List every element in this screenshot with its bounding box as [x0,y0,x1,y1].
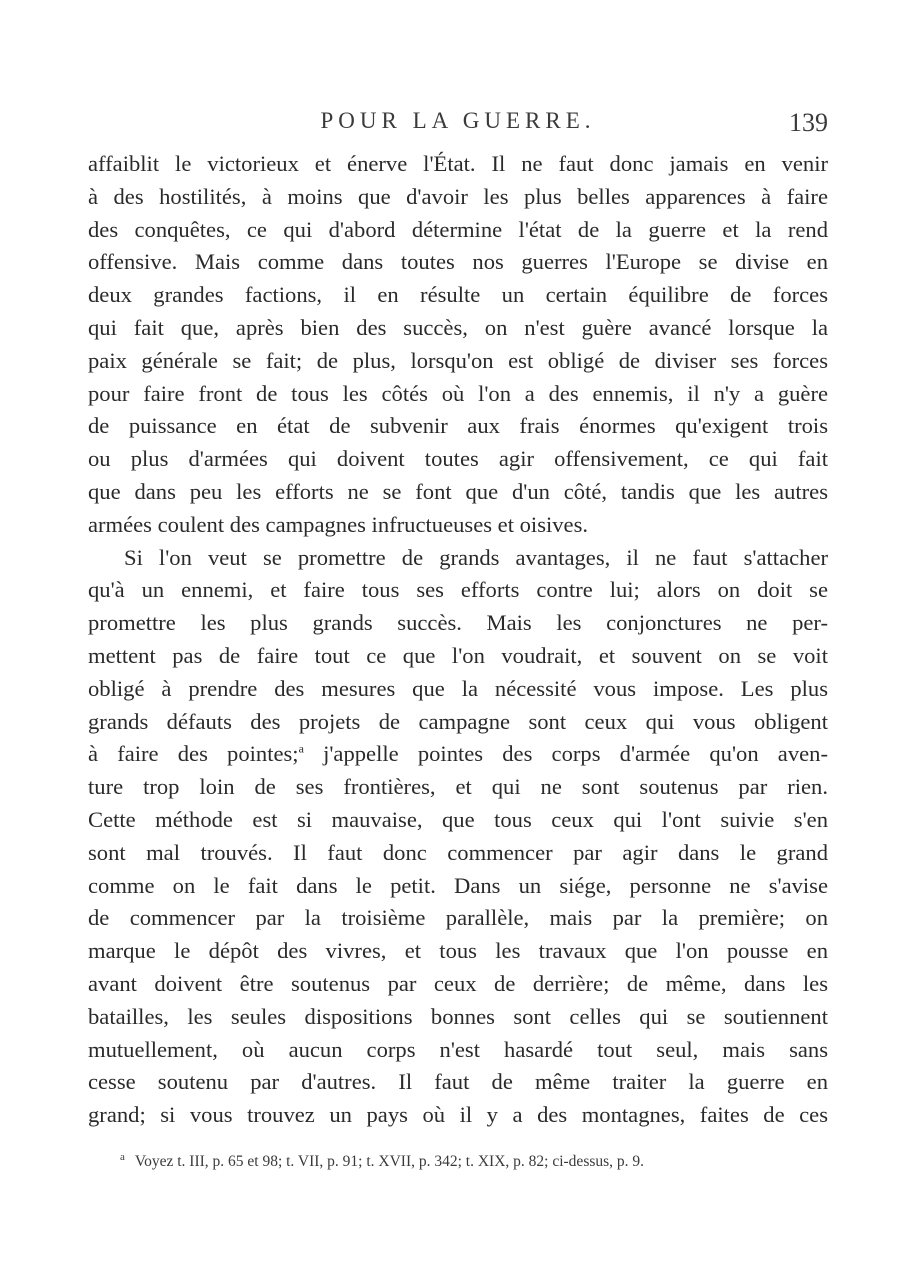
running-title: POUR LA GUERRE. [320,108,596,133]
text-line: mettent pas de faire tout ce que l'on voudrait, et souvent on se voit [88,642,828,668]
text-line: pour faire front de tous les côtés où l'on a des ennemis, il n'y a guère [88,380,828,406]
running-head [88,104,828,144]
text-line: affaiblit le victorieux et énerve l'État. Il ne faut donc jamais en venir [88,151,828,176]
text-line: promettre les plus grands succès. Mais les conjonctures ne per- [88,610,828,636]
text-line: Cette méthode est si mauvaise, que tous ceux qui l'ont suivie s'en [88,806,828,832]
text-line: deux grandes factions, il en résulte un certain équilibre de forces [88,282,828,308]
footnote-label: a [120,1151,125,1163]
footnote-reference: a [298,741,304,756]
text-segment: j'appelle pointes des corps d'armée qu'on aven- [323,741,828,767]
text-line: qui fait que, après bien des succès, on n'est guère avancé lorsque la [88,314,828,340]
text-line: à des hostilités, à moins que d'avoir les plus belles apparences à faire [88,183,828,209]
text-segment: à faire des pointes; [88,741,299,767]
text-line: sont mal trouvés. Il faut donc commencer par agir dans le grand [88,839,828,865]
text-line: mutuellement, où aucun corps n'est hasardé tout seul, mais sans [88,1036,828,1062]
text-line: grand; si vous trouvez un pays où il y a des montagnes, faites de ces [88,1102,828,1128]
text-line: grands défauts des projets de campagne sont ceux qui vous obligent [88,708,828,734]
text-line: paix générale se fait; de plus, lorsqu'on est obligé de diviser ses forces [88,347,828,373]
text-line: qu'à un ennemi, et faire tous ses efforts contre lui; alors on doit se [88,577,828,603]
text-line: comme on le fait dans le petit. Dans un siége, personne ne s'avise [88,872,828,898]
text-line: batailles, les seules dispositions bonnes sont celles qui se soutiennent [88,1003,828,1029]
page-number: 139 [789,108,828,137]
text-line-with-footnote [88,738,828,771]
text-line: offensive. Mais comme dans toutes nos guerres l'Europe se divise en [88,249,828,275]
text-line: ture trop loin de ses frontières, et qui ne sont soutenus par rien. [88,774,828,800]
text-line: des conquêtes, ce qui d'abord détermine l'état de la guerre et la rend [88,216,828,242]
footnote-text: Voyez t. III, p. 65 et 98; t. VII, p. 91; t. XVII, p. 342; t. XIX, p. 82; ci-dessus, p. 9. [134,1153,645,1171]
text-line: Si l'on veut se promettre de grands avantages, il ne faut s'attacher [124,544,828,570]
text-line: que dans peu les efforts ne se font que d'un côté, tandis que les autres [88,478,828,504]
text-line: de puissance en état de subvenir aux frais énormes qu'exigent trois [88,413,828,439]
text-line: de commencer par la troisième parallèle, mais par la première; on [88,905,828,931]
text-line: armées coulent des campagnes infructueuses et oisives. [88,511,589,537]
text-line: avant doivent être soutenus par ceux de derrière; de même, dans les [88,970,828,996]
text-line: cesse soutenu par d'autres. Il faut de même traiter la guerre en [88,1069,828,1095]
body-text [88,148,828,1132]
text-line: marque le dépôt des vivres, et tous les travaux que l'on pousse en [88,938,828,964]
text-line: ou plus d'armées qui doivent toutes agir offensivement, ce qui fait [88,446,828,472]
text-line: obligé à prendre des mesures que la nécessité vous impose. Les plus [88,675,828,701]
footnote [120,1151,820,1171]
